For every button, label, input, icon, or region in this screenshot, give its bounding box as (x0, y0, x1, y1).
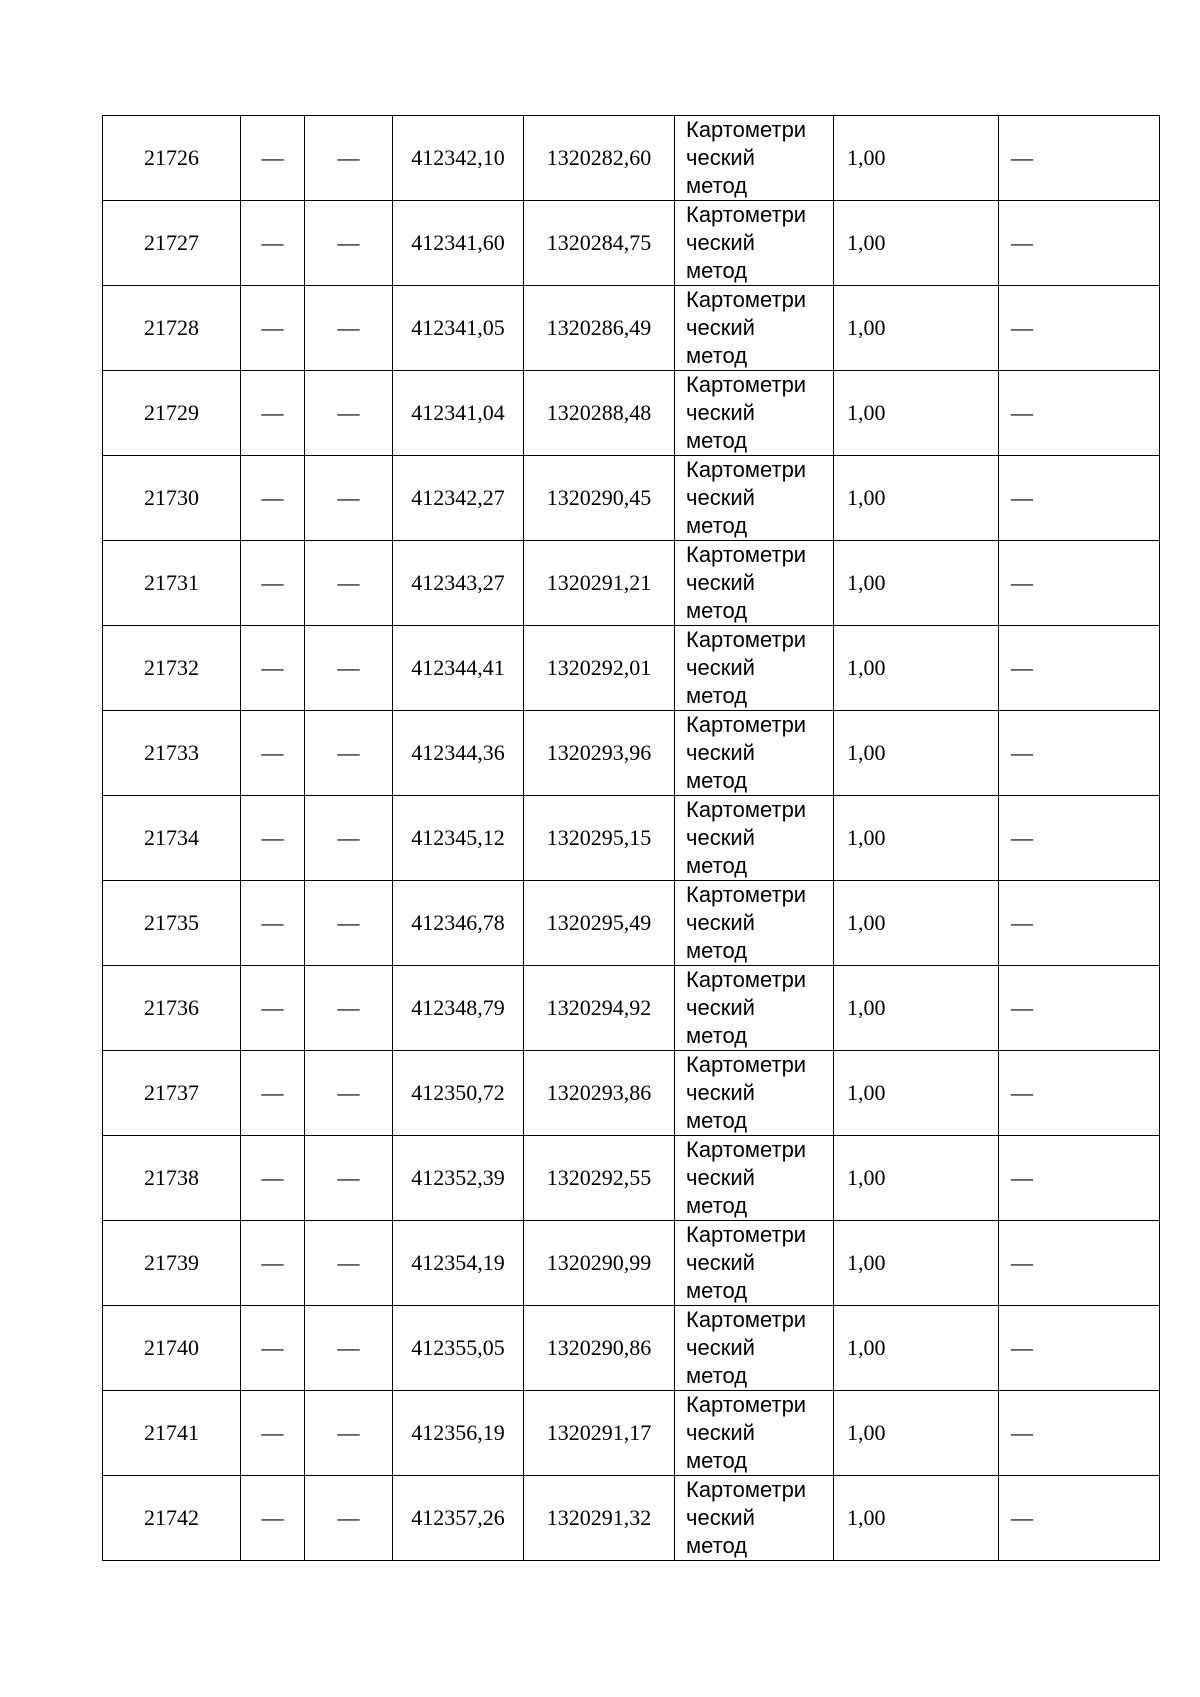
empty-value-cell: — (999, 796, 1160, 881)
empty-value-cell: — (999, 286, 1160, 371)
point-number-cell: 21734 (103, 796, 241, 881)
point-number-cell: 21726 (103, 116, 241, 201)
x-coordinate-cell: 412343,27 (393, 541, 524, 626)
accuracy-cell: 1,00 (834, 881, 999, 966)
method-text-line: Картометри (686, 967, 807, 992)
y-coordinate-cell: 1320288,48 (524, 371, 675, 456)
y-coordinate-cell: 1320290,86 (524, 1306, 675, 1391)
empty-value-cell: — (241, 1051, 305, 1136)
x-coordinate-cell: 412346,78 (393, 881, 524, 966)
x-coordinate-cell: 412354,19 (393, 1221, 524, 1306)
point-number-cell: 21736 (103, 966, 241, 1051)
empty-value-cell: — (305, 201, 393, 286)
empty-value-cell: — (305, 116, 393, 201)
empty-value-cell: — (305, 1476, 393, 1561)
y-coordinate-cell: 1320295,49 (524, 881, 675, 966)
method-text-line: Картометри (686, 542, 807, 567)
method-cell (675, 881, 834, 966)
x-coordinate-cell: 412350,72 (393, 1051, 524, 1136)
table-row (103, 1476, 1160, 1561)
x-coordinate-cell: 412341,05 (393, 286, 524, 371)
method-text-line: Картометри (686, 1137, 807, 1162)
method-text-line: Картометри (686, 287, 807, 312)
method-text-line: метод (686, 853, 748, 878)
method-cell (675, 711, 834, 796)
method-text-line: ческий (686, 1335, 755, 1360)
table-row (103, 1391, 1160, 1476)
x-coordinate-cell: 412345,12 (393, 796, 524, 881)
y-coordinate-cell: 1320292,55 (524, 1136, 675, 1221)
empty-value-cell: — (305, 1306, 393, 1391)
method-text-line: Картометри (686, 712, 807, 737)
point-number-cell: 21735 (103, 881, 241, 966)
y-coordinate-cell: 1320290,45 (524, 456, 675, 541)
x-coordinate-cell: 412341,04 (393, 371, 524, 456)
method-cell (675, 796, 834, 881)
point-number-cell: 21742 (103, 1476, 241, 1561)
method-cell (675, 1221, 834, 1306)
empty-value-cell: — (305, 626, 393, 711)
y-coordinate-cell: 1320291,17 (524, 1391, 675, 1476)
method-text-line: ческий (686, 995, 755, 1020)
point-number-cell: 21730 (103, 456, 241, 541)
empty-value-cell: — (305, 1391, 393, 1476)
method-text-line: метод (686, 1278, 748, 1303)
empty-value-cell: — (241, 881, 305, 966)
method-text-line: ческий (686, 910, 755, 935)
table-row (103, 796, 1160, 881)
point-number-cell: 21728 (103, 286, 241, 371)
accuracy-cell: 1,00 (834, 711, 999, 796)
empty-value-cell: — (241, 626, 305, 711)
empty-value-cell: — (999, 1051, 1160, 1136)
y-coordinate-cell: 1320284,75 (524, 201, 675, 286)
empty-value-cell: — (241, 116, 305, 201)
point-number-cell: 21729 (103, 371, 241, 456)
empty-value-cell: — (999, 1221, 1160, 1306)
point-number-cell: 21739 (103, 1221, 241, 1306)
method-cell (675, 1306, 834, 1391)
method-text-line: Картометри (686, 797, 807, 822)
empty-value-cell: — (999, 1306, 1160, 1391)
method-text-line: метод (686, 683, 748, 708)
method-text-line: Картометри (686, 1477, 807, 1502)
method-text-line: Картометри (686, 627, 807, 652)
point-number-cell: 21737 (103, 1051, 241, 1136)
table-row (103, 881, 1160, 966)
empty-value-cell: — (999, 541, 1160, 626)
method-text-line: ческий (686, 655, 755, 680)
method-cell (675, 966, 834, 1051)
point-number-cell: 21738 (103, 1136, 241, 1221)
x-coordinate-cell: 412341,60 (393, 201, 524, 286)
empty-value-cell: — (999, 201, 1160, 286)
point-number-cell: 21741 (103, 1391, 241, 1476)
empty-value-cell: — (305, 371, 393, 456)
x-coordinate-cell: 412342,27 (393, 456, 524, 541)
table-row (103, 1051, 1160, 1136)
method-text-line: ческий (686, 570, 755, 595)
method-text-line: метод (686, 258, 748, 283)
accuracy-cell: 1,00 (834, 626, 999, 711)
table-row (103, 371, 1160, 456)
accuracy-cell: 1,00 (834, 541, 999, 626)
empty-value-cell: — (241, 1391, 305, 1476)
accuracy-cell: 1,00 (834, 966, 999, 1051)
method-cell (675, 201, 834, 286)
method-cell (675, 1136, 834, 1221)
empty-value-cell: — (305, 966, 393, 1051)
method-text-line: ческий (686, 230, 755, 255)
accuracy-cell: 1,00 (834, 371, 999, 456)
method-text-line: метод (686, 428, 748, 453)
accuracy-cell: 1,00 (834, 116, 999, 201)
y-coordinate-cell: 1320295,15 (524, 796, 675, 881)
method-text-line: метод (686, 598, 748, 623)
method-cell (675, 456, 834, 541)
empty-value-cell: — (999, 966, 1160, 1051)
method-text-line: метод (686, 1193, 748, 1218)
method-text-line: Картометри (686, 372, 807, 397)
coordinates-table (102, 115, 1160, 1561)
method-text-line: метод (686, 938, 748, 963)
table-row (103, 711, 1160, 796)
accuracy-cell: 1,00 (834, 1391, 999, 1476)
method-text-line: ческий (686, 315, 755, 340)
empty-value-cell: — (999, 1476, 1160, 1561)
empty-value-cell: — (999, 626, 1160, 711)
y-coordinate-cell: 1320293,96 (524, 711, 675, 796)
accuracy-cell: 1,00 (834, 796, 999, 881)
y-coordinate-cell: 1320294,92 (524, 966, 675, 1051)
method-text-line: метод (686, 1363, 748, 1388)
method-text-line: метод (686, 1533, 748, 1558)
method-text-line: метод (686, 1448, 748, 1473)
method-text-line: метод (686, 768, 748, 793)
empty-value-cell: — (241, 456, 305, 541)
empty-value-cell: — (305, 286, 393, 371)
point-number-cell: 21740 (103, 1306, 241, 1391)
y-coordinate-cell: 1320292,01 (524, 626, 675, 711)
table-row (103, 201, 1160, 286)
method-cell (675, 1476, 834, 1561)
empty-value-cell: — (305, 711, 393, 796)
empty-value-cell: — (241, 1306, 305, 1391)
x-coordinate-cell: 412348,79 (393, 966, 524, 1051)
x-coordinate-cell: 412357,26 (393, 1476, 524, 1561)
accuracy-cell: 1,00 (834, 1136, 999, 1221)
method-cell (675, 116, 834, 201)
empty-value-cell: — (305, 456, 393, 541)
accuracy-cell: 1,00 (834, 1051, 999, 1136)
accuracy-cell: 1,00 (834, 201, 999, 286)
method-text-line: Картометри (686, 1307, 807, 1332)
method-text-line: Картометри (686, 1222, 807, 1247)
empty-value-cell: — (305, 1136, 393, 1221)
method-cell (675, 1391, 834, 1476)
table-row (103, 966, 1160, 1051)
empty-value-cell: — (241, 796, 305, 881)
method-text-line: ческий (686, 740, 755, 765)
accuracy-cell: 1,00 (834, 1221, 999, 1306)
empty-value-cell: — (241, 201, 305, 286)
empty-value-cell: — (999, 711, 1160, 796)
empty-value-cell: — (999, 116, 1160, 201)
table-row (103, 1306, 1160, 1391)
method-text-line: ческий (686, 825, 755, 850)
empty-value-cell: — (241, 711, 305, 796)
empty-value-cell: — (241, 286, 305, 371)
table-row (103, 286, 1160, 371)
point-number-cell: 21727 (103, 201, 241, 286)
method-text-line: ческий (686, 1250, 755, 1275)
accuracy-cell: 1,00 (834, 1306, 999, 1391)
method-text-line: Картометри (686, 117, 807, 142)
empty-value-cell: — (241, 1476, 305, 1561)
empty-value-cell: — (241, 541, 305, 626)
method-text-line: метод (686, 343, 748, 368)
empty-value-cell: — (241, 1221, 305, 1306)
method-text-line: Картометри (686, 882, 807, 907)
empty-value-cell: — (999, 1391, 1160, 1476)
empty-value-cell: — (305, 1051, 393, 1136)
method-text-line: Картометри (686, 202, 807, 227)
method-cell (675, 1051, 834, 1136)
y-coordinate-cell: 1320286,49 (524, 286, 675, 371)
point-number-cell: 21733 (103, 711, 241, 796)
table-row (103, 626, 1160, 711)
method-text-line: ческий (686, 1165, 755, 1190)
empty-value-cell: — (305, 541, 393, 626)
point-number-cell: 21732 (103, 626, 241, 711)
method-text-line: Картометри (686, 457, 807, 482)
empty-value-cell: — (999, 881, 1160, 966)
empty-value-cell: — (241, 966, 305, 1051)
empty-value-cell: — (305, 1221, 393, 1306)
point-number-cell: 21731 (103, 541, 241, 626)
accuracy-cell: 1,00 (834, 456, 999, 541)
method-text-line: метод (686, 1023, 748, 1048)
method-text-line: ческий (686, 145, 755, 170)
y-coordinate-cell: 1320290,99 (524, 1221, 675, 1306)
accuracy-cell: 1,00 (834, 1476, 999, 1561)
empty-value-cell: — (999, 1136, 1160, 1221)
method-text-line: ческий (686, 400, 755, 425)
method-text-line: ческий (686, 1420, 755, 1445)
table-row (103, 1221, 1160, 1306)
method-cell (675, 626, 834, 711)
x-coordinate-cell: 412356,19 (393, 1391, 524, 1476)
y-coordinate-cell: 1320291,21 (524, 541, 675, 626)
method-cell (675, 371, 834, 456)
table-row (103, 116, 1160, 201)
method-text-line: ческий (686, 1505, 755, 1530)
method-text-line: метод (686, 513, 748, 538)
method-text-line: ческий (686, 485, 755, 510)
method-text-line: Картометри (686, 1052, 807, 1077)
table-body (103, 116, 1160, 1561)
method-text-line: ческий (686, 1080, 755, 1105)
empty-value-cell: — (305, 796, 393, 881)
empty-value-cell: — (241, 371, 305, 456)
x-coordinate-cell: 412355,05 (393, 1306, 524, 1391)
method-text-line: метод (686, 1108, 748, 1133)
method-cell (675, 286, 834, 371)
empty-value-cell: — (305, 881, 393, 966)
table-row (103, 1136, 1160, 1221)
empty-value-cell: — (241, 1136, 305, 1221)
empty-value-cell: — (999, 371, 1160, 456)
accuracy-cell: 1,00 (834, 286, 999, 371)
table-row (103, 456, 1160, 541)
y-coordinate-cell: 1320291,32 (524, 1476, 675, 1561)
x-coordinate-cell: 412342,10 (393, 116, 524, 201)
method-text-line: метод (686, 173, 748, 198)
y-coordinate-cell: 1320282,60 (524, 116, 675, 201)
method-cell (675, 541, 834, 626)
empty-value-cell: — (999, 456, 1160, 541)
y-coordinate-cell: 1320293,86 (524, 1051, 675, 1136)
x-coordinate-cell: 412344,36 (393, 711, 524, 796)
x-coordinate-cell: 412352,39 (393, 1136, 524, 1221)
method-text-line: Картометри (686, 1392, 807, 1417)
table-row (103, 541, 1160, 626)
x-coordinate-cell: 412344,41 (393, 626, 524, 711)
